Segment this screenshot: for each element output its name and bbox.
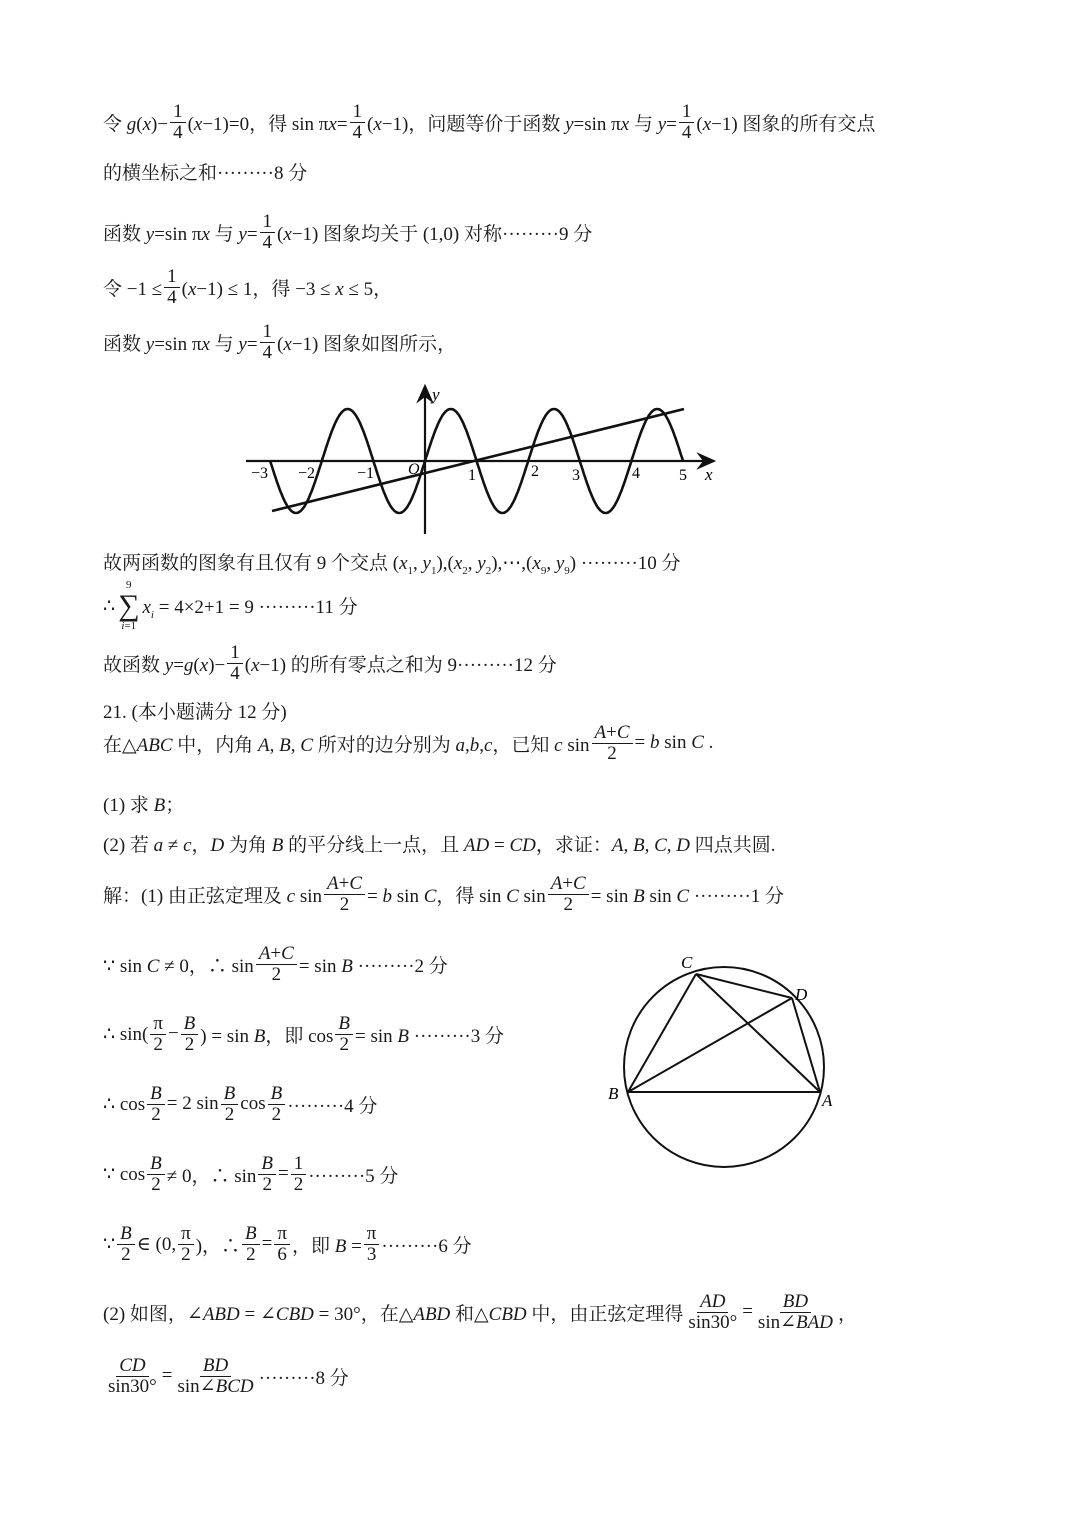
- solution-step-7: (2) 如图，∠ABD = ∠CBD = 30°，在△ABD 和△CBD 中，由正弦定理得 $\frac{AD}{\sin 30^\circ}$ = $\frac{BD}{\text{sin∠BAD}}$ ，: [103, 1291, 857, 1333]
- svg-text:−2: −2: [298, 465, 316, 482]
- question-21-part-2: (2) 若 a ≠ c，D 为角 B 的平分线上一点，且 AD = CD，求证：A, B, C, D 四点共圆.: [103, 835, 776, 856]
- solution-line-7: 故函数 y=g(x)− $\frac{1}{4}$ (x−1) 的所有零点之和为 9·········12 分: [103, 642, 557, 684]
- svg-text:−1: −1: [357, 465, 375, 482]
- solution-step-5: ∵ cos $\frac{B}{2}$ ≠ 0，∴ sin $\frac{B}{2}$ = $\frac{1}{2}$ ·········5 分: [103, 1153, 399, 1195]
- question-21-part-1: (1) 求 B；: [103, 795, 185, 816]
- svg-text:1: 1: [468, 467, 476, 484]
- svg-text:C: C: [681, 953, 693, 972]
- svg-text:2: 2: [531, 463, 539, 480]
- fraction-one-quarter: $\frac{1}{4}$: [170, 102, 186, 143]
- summation: 9 ∑ i=1: [118, 579, 140, 632]
- solution-line-4: 函数 y=sin πx 与 y= $\frac{1}{4}$ (x−1) 图象如图所示，: [103, 321, 457, 363]
- solution-line-1: 令 g(x)− $\frac{1}{4}$ (x−1)=0，得 sin πx= $\frac{1}{4}$ (x−1)，问题等价于函数 y=sin πx 与 y= $\frac{1}{4}$ (x−1) 图象的所有交点: [103, 101, 876, 143]
- function-graph: [0, 0, 1080, 560]
- question-21-stem: 在△ABC 中，内角 A, B, C 所对的边分别为 a,b,c，已知 c sin $\frac{A+C}{2}$ = b sin C .: [103, 722, 714, 764]
- solution-step-6: ∵ $\frac{B}{2}$ ∈ (0, $\frac{\pi}{2}$ )，∴ $\frac{B}{2}$ = $\frac{\pi}{6}$ ，即 B = $\frac{\pi}{3}$ ·········6 分: [103, 1223, 472, 1265]
- solution-line-1b: 的横坐标之和·········8 分: [103, 163, 308, 184]
- svg-text:3: 3: [572, 467, 580, 484]
- solution-step-4: ∴ cos $\frac{B}{2}$ = 2 sin $\frac{B}{2}$ cos $\frac{B}{2}$ ·········4 分: [103, 1083, 378, 1125]
- svg-text:D: D: [795, 985, 808, 1004]
- svg-text:4: 4: [632, 465, 640, 482]
- solution-step-1: 解：(1) 由正弦定理及 c sin $\frac{A+C}{2}$ = b sin C，得 sin C sin $\frac{A+C}{2}$ = sin B sin C ·········1 分: [103, 873, 785, 915]
- solution-line-6: ∴ 9 ∑ i=1 $x_i = 4\times 2+1 = 9 \cdot\cdot\cdot\cdot\cdot\cdot\cdot\cdot\cdot 11$ 分: [103, 579, 358, 632]
- solution-line-3: 令 −1 ≤ $\frac{1}{4}$ (x−1) ≤ 1，得 −3 ≤ x ≤ 5，: [103, 266, 393, 308]
- svg-text:O: O: [408, 461, 420, 478]
- question-21-header: 21. (本小题满分 12 分): [103, 702, 287, 723]
- solution-step-8: $\frac{CD}{\sin 30^\circ}$ = $\frac{BD}{\text{sin∠BCD}}$ ·········8 分: [108, 1355, 349, 1397]
- solution-line-2: 函数 y=sin πx 与 y= $\frac{1}{4}$ (x−1) 图象均关于 (1,0) 对称·········9 分: [103, 211, 593, 253]
- svg-text:5: 5: [679, 467, 687, 484]
- svg-text:x: x: [705, 465, 713, 484]
- svg-text:A: A: [822, 1091, 833, 1110]
- solution-line-5: 故两函数的图象有且仅有 9 个交点 ($x_1$, $y_1),(x_2$, $y_2),\cdots,(x_9$, $y_9) \cdot\cdot\cdot\cdot\cdot\cdot\cdot\cdot\cdot 10$ 分: [103, 553, 681, 577]
- solution-step-3: ∴ sin( $\frac{\pi}{2}$ − $\frac{B}{2}$ ) = sin B，即 cos $\frac{B}{2}$ = sin B ·········3 分: [103, 1013, 504, 1055]
- cyclic-quadrilateral-figure: [590, 940, 850, 1180]
- svg-text:−3: −3: [251, 465, 269, 482]
- svg-text:y: y: [432, 385, 440, 404]
- solution-step-2: ∵ sin C ≠ 0，∴ sin $\frac{A+C}{2}$ = sin B ·········2 分: [103, 943, 448, 985]
- svg-text:B: B: [608, 1084, 619, 1103]
